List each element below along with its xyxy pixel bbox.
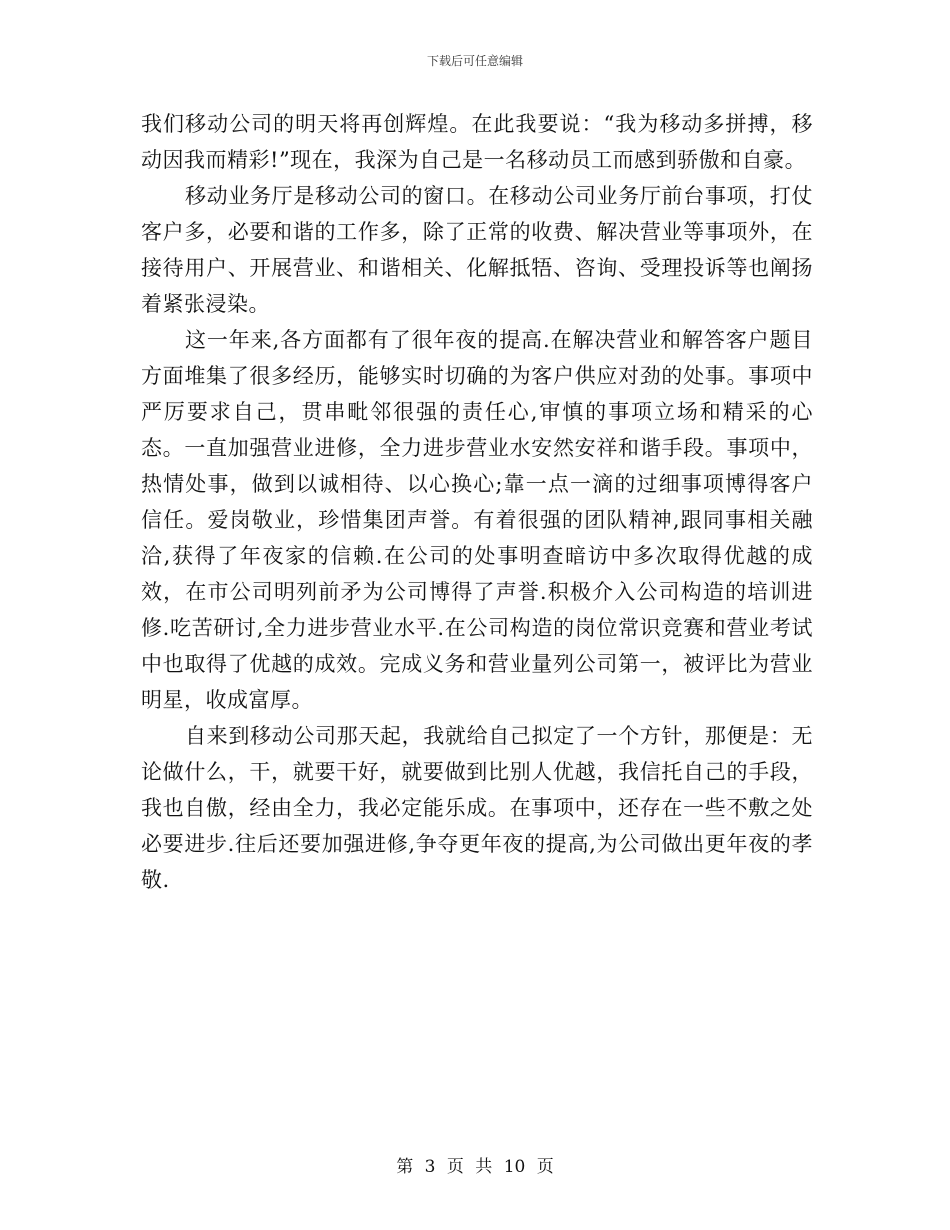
document-body	[141, 106, 813, 898]
paragraph-1: 我们移动公司的明天将再创辉煌。在此我要说：“我为移动多拼搏，移动因我而精彩!”现在，我深为自己是一名移动员工而感到骄傲和自豪。	[141, 112, 813, 172]
paragraph-2: 移动业务厅是移动公司的窗口。在移动公司业务厅前台事项，打仗客户多，必要和谐的工作多，除了正常的收费、解决营业等事项外，在接待用户、开展营业、和谐相关、化解抵牾、咨询、受理投诉等也阐扬着紧张浸染。	[141, 184, 813, 316]
page-header: 下载后可任意编辑	[426, 54, 523, 68]
paragraph-4: 自来到移动公司那天起，我就给自己拟定了一个方针，那便是：无论做什么，干，就要干好，就要做到比别人优越，我信托自己的手段，我也自傲，经由全力，我必定能乐成。在事项中，还存在一些不敷之处必要进步.往后还要加强进修,争夺更年夜的提高,为公司做出更年夜的孝敬.	[141, 724, 813, 892]
page-number-footer: 第 3 页 共 10 页	[396, 1157, 554, 1177]
paragraph-3: 这一年来,各方面都有了很年夜的提高.在解决营业和解答客户题目方面堆集了很多经历，能够实时切确的为客户供应对劲的处事。事项中严厉要求自己，贯串毗邻很强的责任心,审慎的事项立场和精采的心态。一直加强营业进修，全力进步营业水安然安祥和谐手段。事项中，热情处事，做到以诚相待、以心换心;靠一点一滴的过细事项博得客户信任。爱岗敬业，珍惜集团声誉。有着很强的团队精神,跟同事相关融洽,获得了年夜家的信赖.在公司的处事明查暗访中多次取得优越的成效，在市公司明列前矛为公司博得了声誉.积极介入公司构造的培训进修.吃苦研讨,全力进步营业水平.在公司构造的岗位常识竞赛和营业考试中也取得了优越的成效。完成义务和营业量列公司第一，被评比为营业明星，收成富厚。	[141, 328, 813, 712]
